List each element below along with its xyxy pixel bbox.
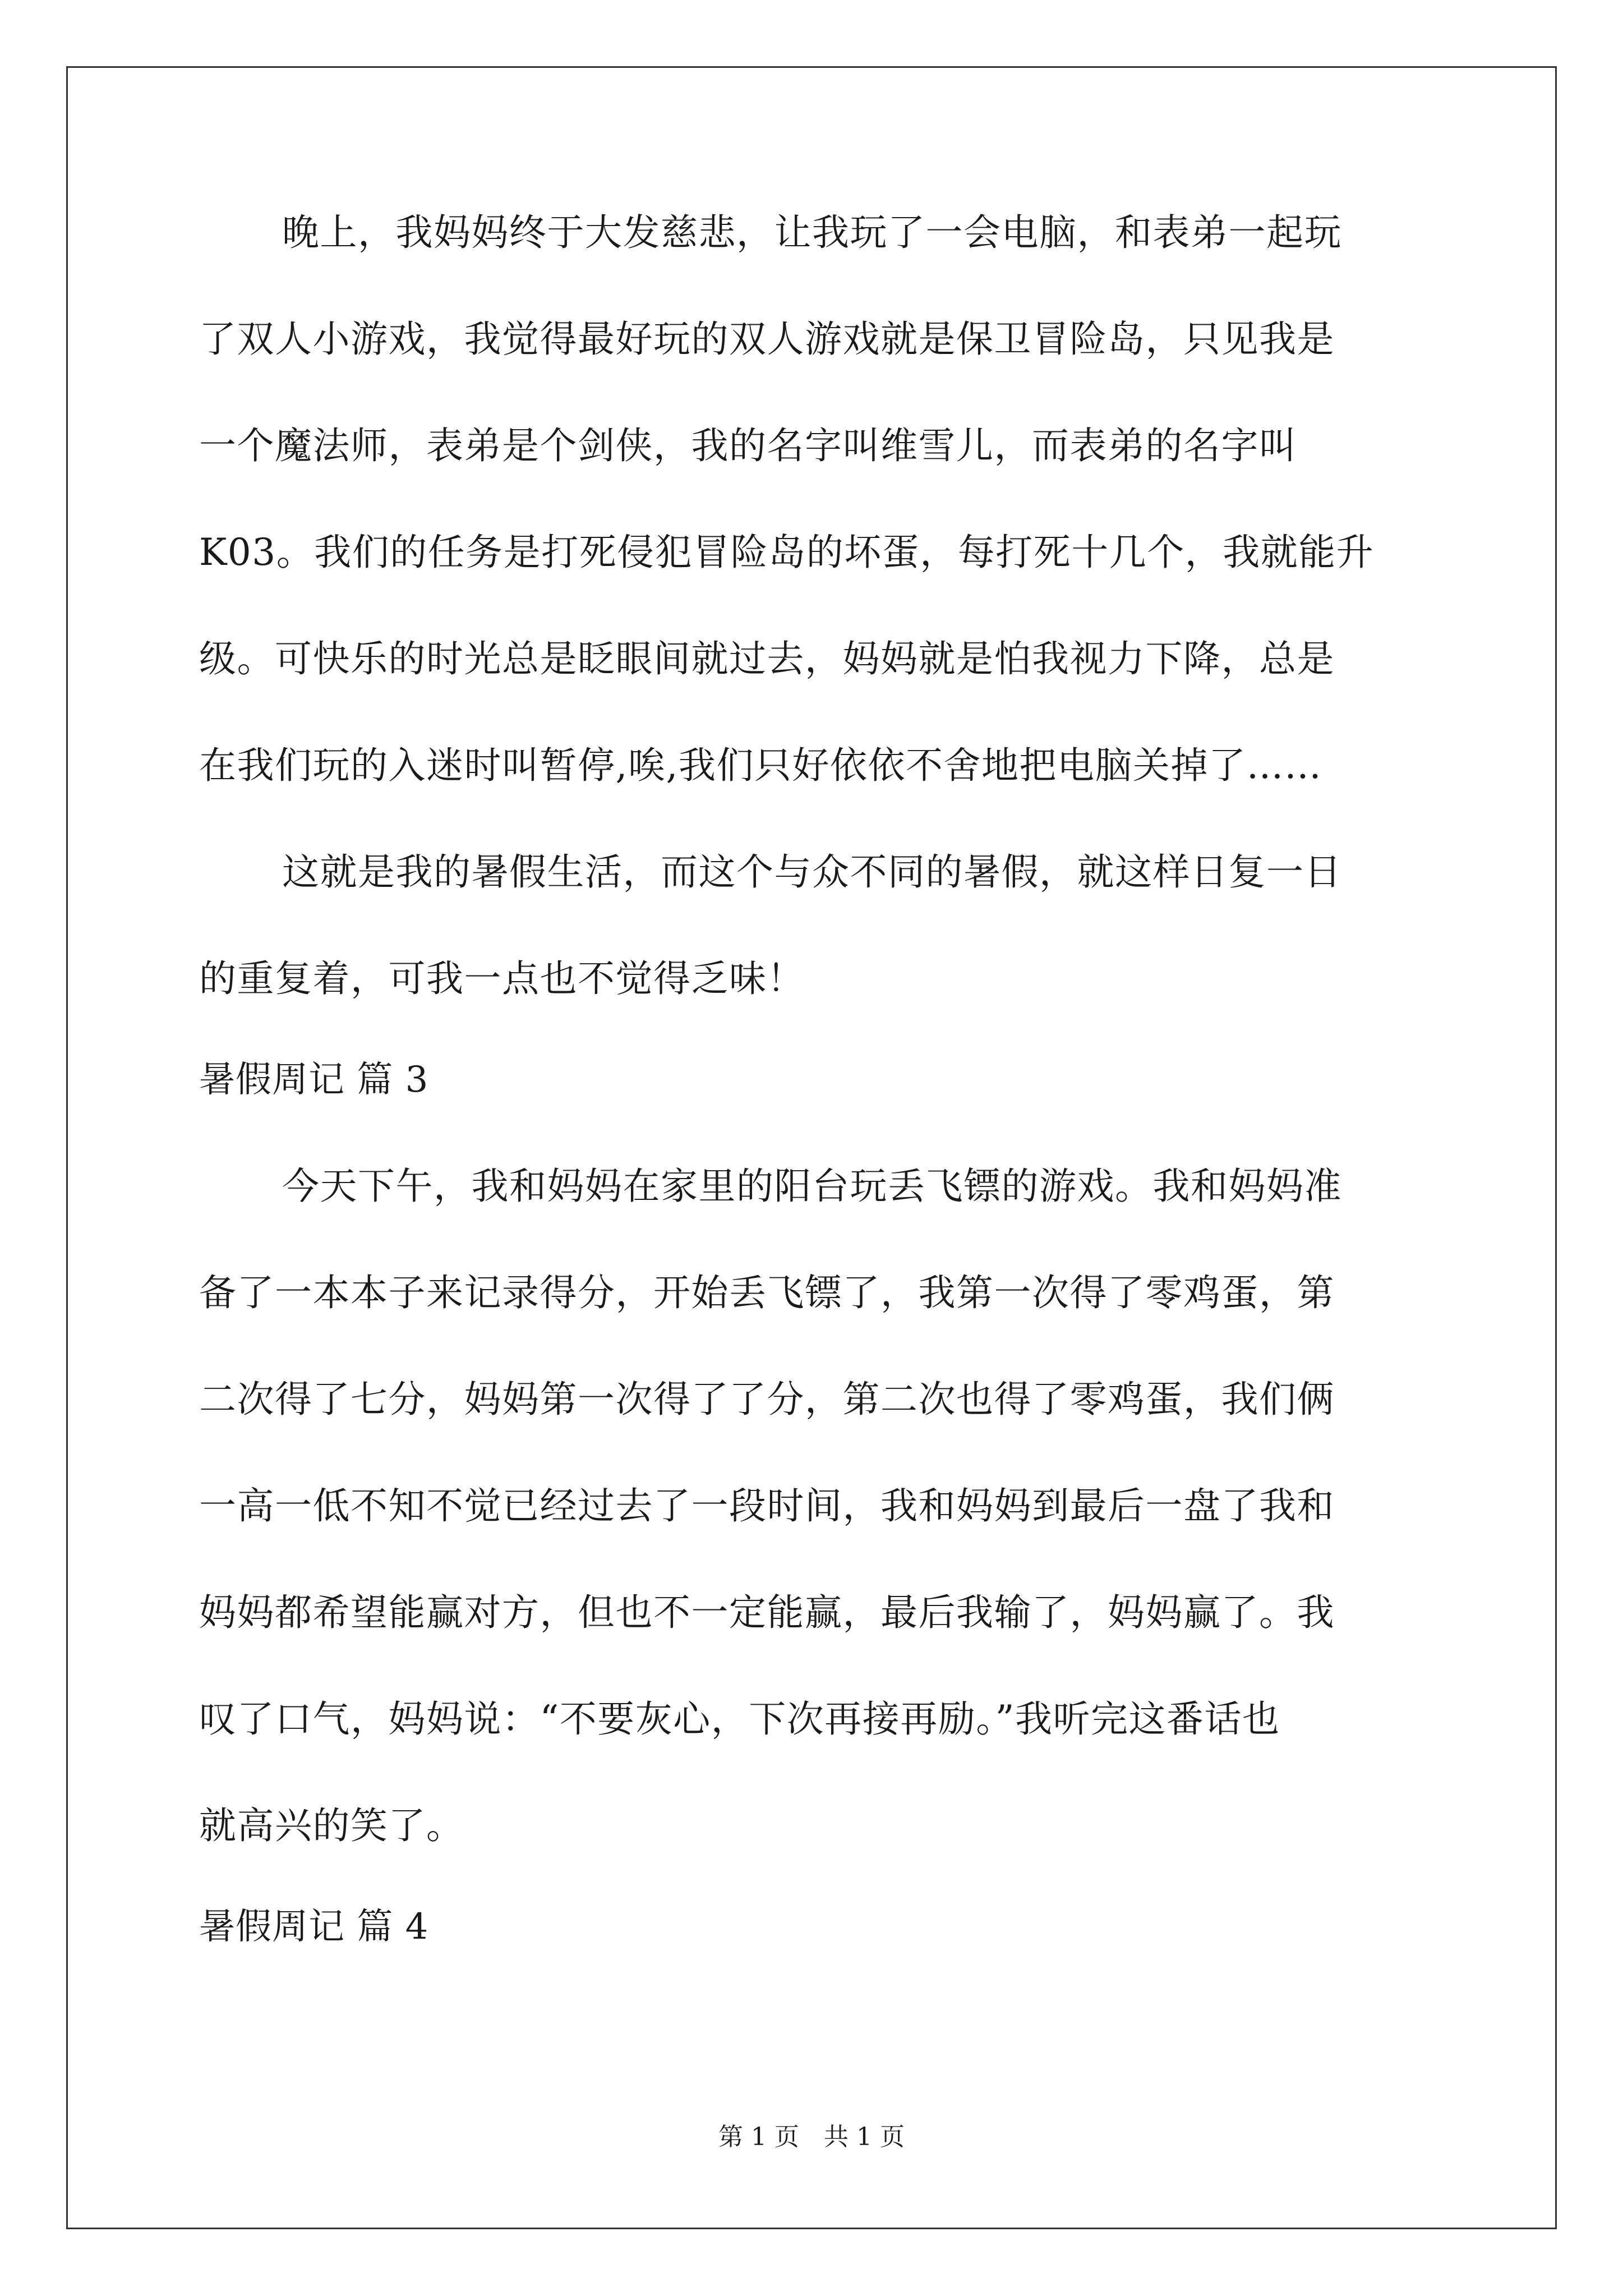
paragraph-line: 今天下午，我和妈妈在家里的阳台玩丢飞镖的游戏。我和妈妈准 (282, 1165, 1342, 1208)
paragraph-line: 晚上，我妈妈终于大发慈悲，让我玩了一会电脑，和表弟一起玩 (282, 211, 1342, 254)
section-heading: 暑假周记 篇 4 (199, 1906, 429, 1948)
paragraph-line: 二次得了七分，妈妈第一次得了了分，第二次也得了零鸡蛋，我们俩 (199, 1378, 1335, 1421)
section-heading: 暑假周记 篇 3 (199, 1059, 429, 1101)
paragraph-line: 一高一低不知不觉已经过去了一段时间，我和妈妈到最后一盘了我和 (199, 1484, 1335, 1527)
paragraph-line: 在我们玩的入迷时叫暂停,唉,我们只好依依不舍地把电脑关掉了…… (199, 744, 1322, 787)
paragraph-line: 级。可快乐的时光总是眨眼间就过去，妈妈就是怕我视力下降，总是 (199, 637, 1335, 680)
paragraph-line: 备了一本本子来记录得分，开始丢飞镖了，我第一次得了零鸡蛋，第 (199, 1271, 1335, 1314)
page-footer: 第 1 页 共 1 页 (718, 2123, 905, 2151)
paragraph-line: 叹了口气，妈妈说：“不要灰心，下次再接再励。”我听完这番话也 (199, 1697, 1280, 1741)
paragraph-line: 了双人小游戏，我觉得最好玩的双人游戏就是保卫冒险岛，只见我是 (199, 318, 1335, 361)
paragraph-line: K03。我们的任务是打死侵犯冒险岛的坏蛋，每打死十几个，我就能升 (199, 531, 1375, 574)
paragraph-line: 一个魔法师，表弟是个剑侠，我的名字叫维雪儿，而表弟的名字叫 (199, 424, 1297, 467)
paragraph-line: 这就是我的暑假生活，而这个与众不同的暑假，就这样日复一日 (282, 850, 1342, 894)
paragraph-line: 妈妈都希望能赢对方，但也不一定能赢，最后我输了，妈妈赢了。我 (199, 1591, 1335, 1634)
paragraph-line: 就高兴的笑了。 (199, 1804, 464, 1847)
paragraph-line: 的重复着，可我一点也不觉得乏味！ (199, 957, 805, 1000)
